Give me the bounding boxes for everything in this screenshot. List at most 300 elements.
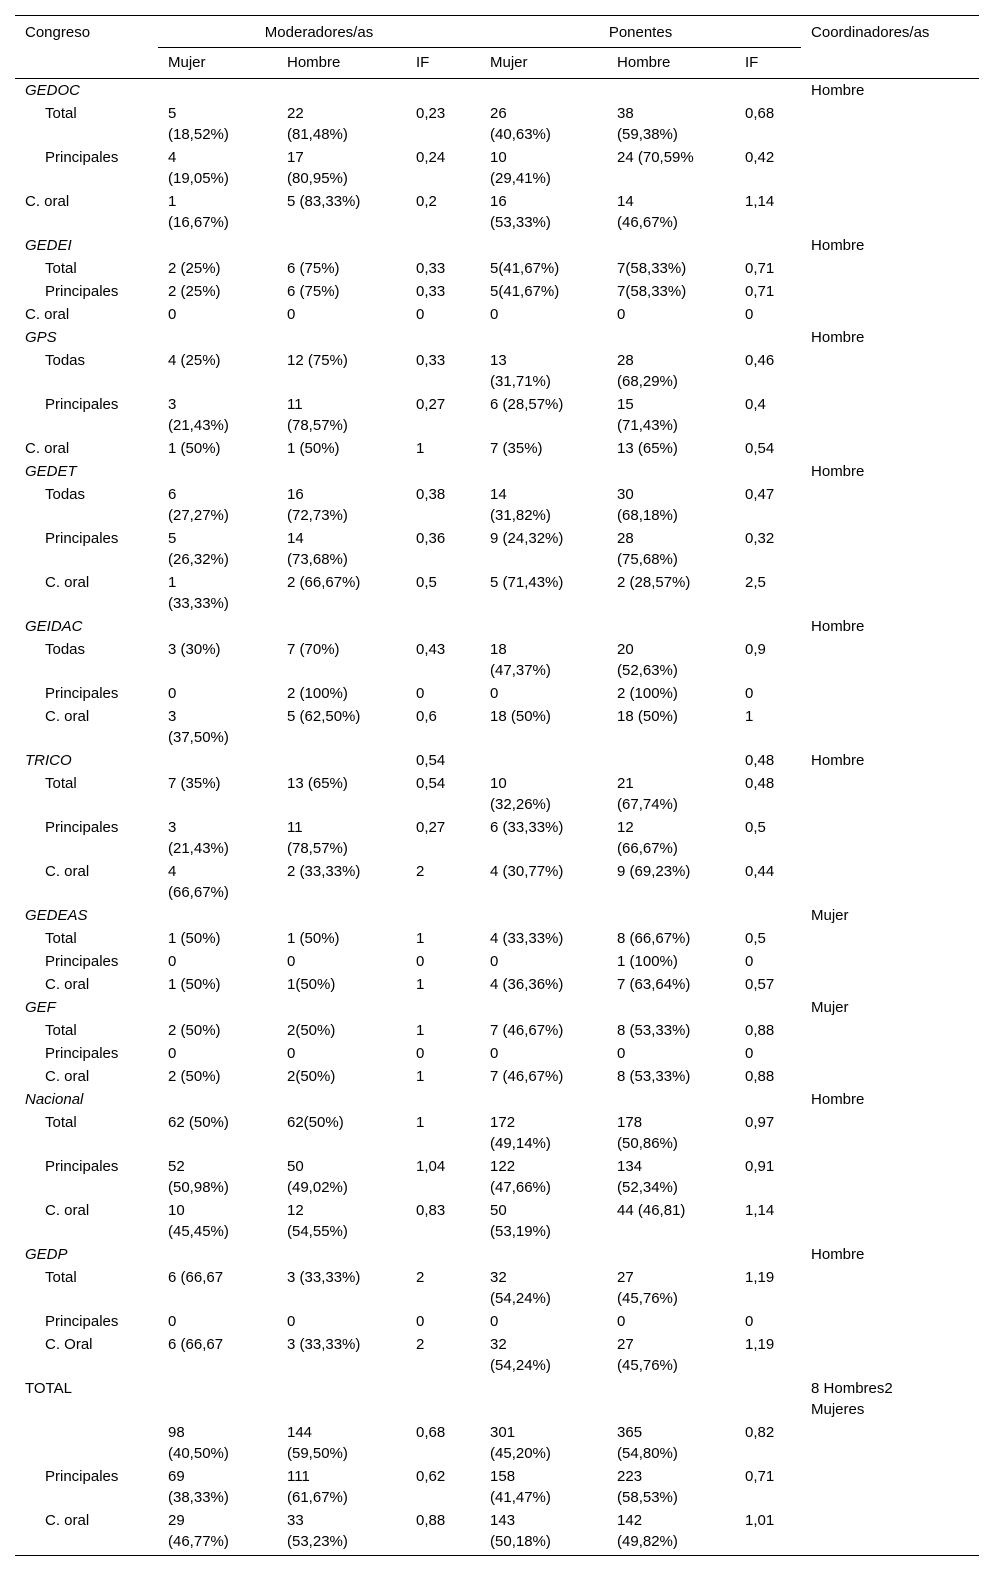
cell-moderadores-if: 0,5 [416,574,437,591]
row-label: Nacional [25,1091,84,1108]
row-label: C. oral [45,1202,90,1219]
cell-ponentes-mujer [480,1377,607,1421]
cell-moderadores-mujer: 5 (18,52%) [168,105,229,143]
cell-moderadores-mujer: 4 (25%) [168,352,221,369]
cell-coordinadores: Hombre [811,82,865,99]
cell-ponentes-mujer: 7 (35%) [490,440,543,457]
cell-moderadores-if: 0,33 [416,352,446,369]
cell-ponentes-hombre: 178 (50,86%) [617,1114,678,1152]
cell-ponentes-mujer: 18 (47,37%) [490,641,551,679]
row-label: C. oral [25,440,70,457]
cell-ponentes-if [735,234,801,257]
cell-ponentes-if: 0,71 [745,1468,775,1485]
cell-coordinadores [801,1199,979,1243]
cell-moderadores-hombre: 2(50%) [287,1068,336,1085]
cell-moderadores-if: 1 [416,1068,425,1085]
table-row [15,1266,979,1310]
cell-moderadores-if [406,1088,480,1111]
table-row [15,1199,979,1243]
cell-moderadores-hombre: 11 (78,57%) [287,819,348,857]
cell-ponentes-if: 0,5 [745,930,766,947]
cell-ponentes-if [735,615,801,638]
cell-ponentes-if: 0,68 [745,105,775,122]
cell-ponentes-if [735,996,801,1019]
header-moderadores: Moderadores/as [158,16,480,48]
cell-moderadores-hombre: 0 [287,953,296,970]
cell-ponentes-mujer: 32 (54,24%) [490,1269,551,1307]
cell-ponentes-mujer: 10 (32,26%) [490,775,551,813]
cell-moderadores-mujer: 6 (27,27%) [168,486,229,524]
table-row [15,950,979,973]
cell-coordinadores [801,257,979,280]
cell-moderadores-hombre: 11 (78,57%) [287,396,348,434]
row-label: C. oral [45,574,90,591]
cell-moderadores-hombre: 2 (33,33%) [287,863,361,880]
cell-ponentes-hombre: 12 (66,67%) [617,819,678,857]
cell-moderadores-hombre: 33 (53,23%) [277,1509,406,1556]
cell-ponentes-if: 1,19 [745,1336,775,1353]
cell-moderadores-hombre: 111 (61,67%) [287,1468,348,1506]
cell-moderadores-mujer: 98 (40,50%) [168,1424,229,1462]
cell-moderadores-if: 0,43 [416,641,446,658]
row-label: C. oral [45,1068,90,1085]
cell-ponentes-if: 1,14 [745,1202,775,1219]
cell-moderadores-mujer: 0 [168,953,177,970]
cell-ponentes-hombre [607,1243,735,1266]
cell-moderadores-hombre: 3 (33,33%) [287,1269,361,1286]
cell-moderadores-hombre: 16 (72,73%) [287,486,348,524]
cell-coordinadores [801,1065,979,1088]
cell-moderadores-if [406,1377,480,1421]
cell-moderadores-hombre [277,615,406,638]
cell-moderadores-if: 1,04 [416,1158,446,1175]
cell-ponentes-mujer: 13 (31,71%) [490,352,551,390]
cell-ponentes-if: 0,48 [745,775,775,792]
cell-ponentes-mujer [480,326,607,349]
cell-moderadores-mujer [158,1377,277,1421]
cell-ponentes-if [735,1377,801,1421]
table-row [15,571,979,615]
cell-ponentes-hombre: 223 (58,53%) [617,1468,678,1506]
table-row [15,973,979,996]
table-row [15,1111,979,1155]
cell-moderadores-if: 1 [416,440,425,457]
cell-ponentes-hombre: 7(58,33%) [617,260,687,277]
cell-moderadores-if: 1 [416,1022,425,1039]
cell-moderadores-mujer: 0 [168,1313,177,1330]
cell-ponentes-hombre: 2 (100%) [617,685,678,702]
cell-ponentes-mujer: 6 (28,57%) [490,396,564,413]
cell-ponentes-hombre: 30 (68,18%) [617,486,678,524]
cell-moderadores-if [406,326,480,349]
cell-ponentes-mujer: 6 (33,33%) [490,819,564,836]
cell-moderadores-hombre [277,904,406,927]
cell-ponentes-hombre: 8 (53,33%) [617,1068,691,1085]
cell-ponentes-hombre: 21 (67,74%) [617,775,678,813]
table-row [15,437,979,460]
cell-ponentes-hombre [607,615,735,638]
table-row [15,860,979,904]
cell-ponentes-mujer: 0 [490,1045,499,1062]
table-row [15,927,979,950]
cell-moderadores-hombre: 6 (75%) [287,283,340,300]
cell-moderadores-if [406,460,480,483]
group-row [15,326,979,349]
table-row [15,527,979,571]
cell-coordinadores [801,1333,979,1377]
cell-moderadores-hombre: 0 [287,306,296,323]
row-label: GEF [25,999,56,1016]
cell-ponentes-hombre [607,326,735,349]
cell-ponentes-if: 0,71 [745,283,775,300]
cell-ponentes-if: 0,88 [745,1022,775,1039]
cell-ponentes-if: 0,88 [745,1068,775,1085]
cell-moderadores-if: 0,2 [416,193,437,210]
cell-moderadores-if: 0,83 [416,1202,446,1219]
cell-ponentes-hombre: 38 (59,38%) [617,105,678,143]
cell-ponentes-mujer: 14 (31,82%) [490,486,551,524]
cell-coordinadores [801,1019,979,1042]
cell-moderadores-mujer: 1 (50%) [168,930,221,947]
row-label: Principales [45,283,119,300]
cell-moderadores-mujer: 1 (50%) [168,440,221,457]
cell-moderadores-if [406,615,480,638]
table-row [15,638,979,682]
table-container [15,15,979,1556]
cell-ponentes-if: 0,42 [745,149,775,166]
table-row [15,1509,979,1556]
cell-coordinadores [801,860,979,904]
cell-moderadores-mujer: 2 (50%) [168,1022,221,1039]
cell-ponentes-hombre [607,996,735,1019]
cell-ponentes-mujer [480,904,607,927]
cell-ponentes-hombre: 9 (69,23%) [617,863,691,880]
cell-ponentes-if [735,326,801,349]
table-row [15,483,979,527]
cell-moderadores-if: 0,27 [416,396,446,413]
cell-ponentes-mujer [480,615,607,638]
cell-ponentes-hombre: 28 (75,68%) [617,530,678,568]
cell-moderadores-mujer [158,79,277,103]
cell-moderadores-if: 1 [416,976,425,993]
cell-moderadores-if: 0,88 [406,1509,480,1556]
cell-ponentes-hombre [607,904,735,927]
cell-ponentes-hombre: 44 (46,81) [617,1202,686,1219]
cell-moderadores-if: 0,33 [416,260,446,277]
cell-moderadores-if: 1 [416,1114,425,1131]
cell-ponentes-hombre: 8 (66,67%) [617,930,691,947]
cell-coordinadores [801,816,979,860]
cell-moderadores-hombre: 17 (80,95%) [287,149,348,187]
cell-moderadores-hombre: 0 [287,1045,296,1062]
cell-ponentes-mujer: 0 [490,953,499,970]
subheader-moderadores-if: IF [406,48,480,79]
cell-coordinadores [801,1111,979,1155]
cell-moderadores-mujer: 62 (50%) [168,1114,229,1131]
cell-moderadores-hombre: 12 (75%) [287,352,348,369]
cell-coordinadores: Hombre [811,618,865,635]
cell-moderadores-hombre [277,749,406,772]
cell-ponentes-mujer [480,1088,607,1111]
row-label: Principales [45,1158,119,1175]
cell-coordinadores [801,638,979,682]
cell-moderadores-if: 0 [416,306,425,323]
cell-moderadores-mujer: 1 (50%) [168,976,221,993]
row-label: C. oral [45,863,90,880]
table-row [15,1042,979,1065]
cell-moderadores-hombre: 5 (62,50%) [287,708,361,725]
cell-moderadores-if: 2 [416,1269,425,1286]
cell-moderadores-mujer [158,460,277,483]
cell-ponentes-mujer [480,234,607,257]
cell-ponentes-mujer [480,460,607,483]
cell-ponentes-hombre: 365 (54,80%) [617,1424,678,1462]
cell-moderadores-mujer: 3 (37,50%) [168,708,229,746]
row-label: Total [45,775,77,792]
cell-ponentes-mujer: 26 (40,63%) [490,105,551,143]
cell-moderadores-mujer [158,234,277,257]
cell-ponentes-hombre: 0 [617,306,626,323]
cell-ponentes-if [735,79,801,103]
row-label: Principales [45,396,119,413]
cell-moderadores-hombre [277,460,406,483]
group-row [15,460,979,483]
cell-coordinadores [801,102,979,146]
cell-moderadores-if: 2 [416,863,425,880]
cell-moderadores-hombre: 62(50%) [287,1114,344,1131]
cell-moderadores-if: 0,62 [416,1468,446,1485]
cell-ponentes-if: 0 [745,953,754,970]
cell-ponentes-if: 0,47 [745,486,775,503]
cell-moderadores-hombre [277,326,406,349]
cell-moderadores-if [406,1243,480,1266]
cell-moderadores-if: 0 [416,953,425,970]
cell-moderadores-hombre: 14 (73,68%) [287,530,348,568]
cell-coordinadores: Mujer [811,999,849,1016]
cell-ponentes-mujer: 0 [490,306,499,323]
table-row [15,257,979,280]
cell-ponentes-if: 1 [745,708,754,725]
cell-moderadores-mujer [158,326,277,349]
cell-moderadores-hombre: 22 (81,48%) [287,105,348,143]
cell-ponentes-hombre [607,1377,735,1421]
cell-ponentes-if: 0,57 [745,976,775,993]
cell-ponentes-if: 1,01 [735,1509,801,1556]
cell-moderadores-mujer [158,1243,277,1266]
cell-coordinadores [801,349,979,393]
cell-ponentes-if: 0 [745,1045,754,1062]
cell-ponentes-hombre: 142 (49,82%) [607,1509,735,1556]
cell-moderadores-if [406,996,480,1019]
subheader-ponentes-mujer: Mujer [480,48,607,79]
cell-ponentes-mujer: 4 (33,33%) [490,930,564,947]
row-label: Principales [45,685,119,702]
cell-coordinadores [801,280,979,303]
table-row [15,1065,979,1088]
cell-ponentes-mujer: 7 (46,67%) [490,1022,564,1039]
cell-ponentes-if: 0 [745,306,754,323]
cell-ponentes-mujer: 10 (29,41%) [490,149,551,187]
cell-coordinadores [801,571,979,615]
cell-coordinadores: Hombre [811,463,865,480]
cell-ponentes-if: 0,32 [745,530,775,547]
cell-ponentes-hombre: 0 [617,1045,626,1062]
cell-coordinadores [801,1310,979,1333]
row-label: Total [45,105,77,122]
subheader-moderadores-hombre: Hombre [277,48,406,79]
row-label: GEDEI [25,237,72,254]
cell-moderadores-mujer: 0 [168,685,177,702]
cell-ponentes-mujer [480,749,607,772]
row-label: GEDOC [25,82,81,99]
cell-ponentes-hombre: 7(58,33%) [617,283,687,300]
group-row [15,1243,979,1266]
cell-ponentes-if [735,1088,801,1111]
cell-moderadores-mujer [158,1088,277,1111]
cell-moderadores-if: 0 [416,1313,425,1330]
row-label: GEDP [25,1246,68,1263]
cell-ponentes-mujer: 143 (50,18%) [480,1509,607,1556]
cell-moderadores-hombre: 13 (65%) [287,775,348,792]
group-row [15,749,979,772]
cell-coordinadores: Hombre [811,1091,865,1108]
cell-moderadores-hombre: 2(50%) [287,1022,336,1039]
cell-moderadores-if: 0,24 [416,149,446,166]
cell-moderadores-mujer: 3 (21,43%) [168,396,229,434]
row-label: C. oral [25,193,70,210]
cell-coordinadores: Mujer [811,907,849,924]
row-label: Total [45,930,77,947]
header-coordinadores: Coordinadores/as [801,16,979,79]
cell-ponentes-if: 0,9 [745,641,766,658]
cell-moderadores-if [406,234,480,257]
cell-ponentes-if: 0,46 [745,352,775,369]
cell-ponentes-hombre [607,749,735,772]
row-label: TOTAL [25,1380,72,1397]
cell-moderadores-hombre: 2 (66,67%) [287,574,361,591]
cell-ponentes-mujer: 5(41,67%) [490,283,560,300]
cell-moderadores-if: 0,68 [416,1424,446,1441]
cell-ponentes-if: 1,19 [745,1269,775,1286]
total-row [15,1377,979,1421]
table-row [15,146,979,190]
row-label: Principales [45,530,119,547]
cell-coordinadores [801,146,979,190]
table-row [15,1155,979,1199]
cell-coordinadores [801,973,979,996]
row-label: GEDEAS [25,907,88,924]
cell-moderadores-mujer: 6 (66,67 [168,1269,224,1286]
header-ponentes: Ponentes [480,16,801,48]
cell-ponentes-mujer: 50 (53,19%) [490,1202,551,1240]
row-label: C. oral [15,1509,158,1556]
cell-moderadores-mujer: 0 [168,1045,177,1062]
table-row [15,1421,979,1465]
table-header [15,16,979,79]
cell-coordinadores [801,705,979,749]
cell-moderadores-hombre: 2 (100%) [287,685,348,702]
cell-ponentes-mujer: 158 (41,47%) [490,1468,551,1506]
row-label: Todas [45,352,86,369]
cell-coordinadores [801,927,979,950]
cell-moderadores-hombre: 0 [287,1313,296,1330]
cell-ponentes-mujer: 122 (47,66%) [490,1158,551,1196]
cell-ponentes-if: 0,48 [745,752,775,769]
table-row [15,682,979,705]
cell-moderadores-hombre [277,1088,406,1111]
cell-ponentes-mujer: 32 (54,24%) [490,1336,551,1374]
row-label: C. oral [45,708,90,725]
cell-coordinadores: Hombre [811,329,865,346]
cell-moderadores-hombre: 7 (70%) [287,641,340,658]
row-label: Principales [45,1045,119,1062]
cell-moderadores-if [406,79,480,103]
cell-moderadores-hombre: 6 (75%) [287,260,340,277]
group-row [15,615,979,638]
cell-ponentes-mujer: 18 (50%) [490,708,551,725]
cell-moderadores-mujer: 2 (25%) [168,260,221,277]
cell-ponentes-mujer: 301 (45,20%) [490,1424,551,1462]
row-label: Principales [45,1313,119,1330]
cell-moderadores-if: 0,54 [416,752,446,769]
row-label: Principales [45,819,119,836]
cell-moderadores-mujer [158,749,277,772]
cell-ponentes-mujer: 4 (30,77%) [490,863,564,880]
cell-coordinadores [801,1421,979,1465]
cell-ponentes-if [735,904,801,927]
group-row [15,1088,979,1111]
table-row [15,102,979,146]
row-label: Total [45,1022,77,1039]
table-row [15,393,979,437]
cell-coordinadores [801,483,979,527]
cell-moderadores-if: 2 [416,1336,425,1353]
cell-moderadores-if: 1 [416,930,425,947]
cell-ponentes-mujer [480,1243,607,1266]
cell-moderadores-hombre: 12 (54,55%) [287,1202,348,1240]
cell-moderadores-mujer: 4 (19,05%) [168,149,229,187]
cell-moderadores-mujer: 0 [168,306,177,323]
cell-moderadores-mujer: 52 (50,98%) [168,1158,229,1196]
cell-moderadores-hombre: 1(50%) [287,976,336,993]
row-label: Principales [45,1468,119,1485]
cell-moderadores-hombre [277,79,406,103]
cell-moderadores-hombre [277,1377,406,1421]
row-label: TRICO [25,752,72,769]
table-row [15,1465,979,1509]
group-row [15,996,979,1019]
cell-ponentes-if: 0 [745,685,754,702]
cell-ponentes-if: 0,71 [745,260,775,277]
cell-ponentes-if: 0,91 [745,1158,775,1175]
cell-moderadores-if: 0 [416,685,425,702]
table-row [15,772,979,816]
table-row [15,280,979,303]
cell-ponentes-hombre: 24 (70,59% [617,149,694,166]
cell-moderadores-if [406,904,480,927]
congress-gender-table [15,15,979,1556]
row-label: Total [45,1114,77,1131]
table-row [15,816,979,860]
cell-moderadores-hombre [277,234,406,257]
subheader-ponentes-if: IF [735,48,801,79]
cell-ponentes-mujer: 5(41,67%) [490,260,560,277]
cell-coordinadores [801,1266,979,1310]
row-label: GEDET [25,463,77,480]
cell-ponentes-if: 0,4 [745,396,766,413]
cell-moderadores-mujer: 3 (21,43%) [168,819,229,857]
cell-ponentes-mujer: 0 [490,1313,499,1330]
